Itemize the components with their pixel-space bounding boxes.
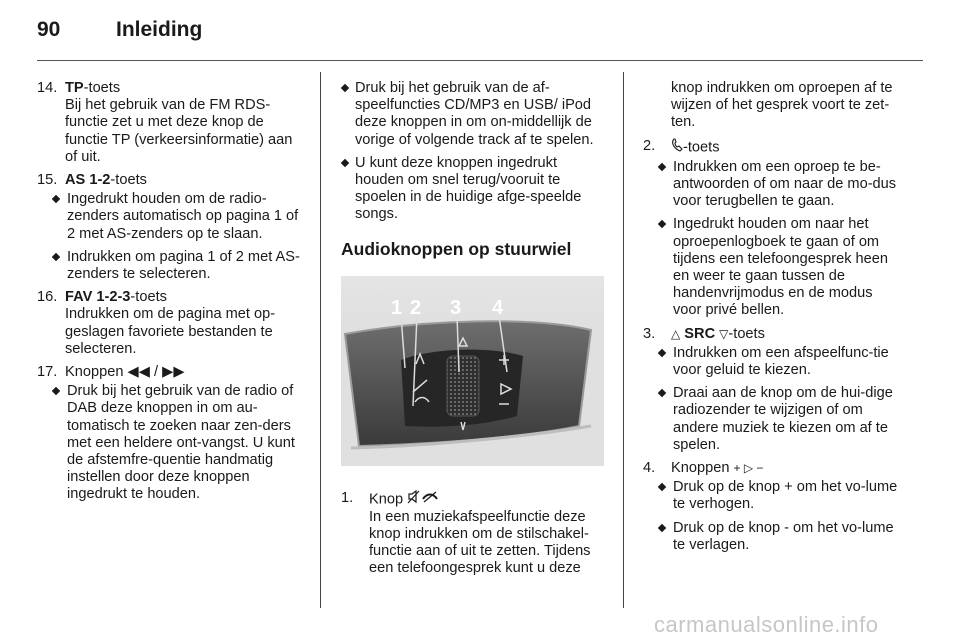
bullet-item: U kunt deze knoppen ingedrukt houden om snel terug/vooruit te spoelen in de huidige afge-speelde songs. <box>341 155 606 224</box>
volume-buttons-icon: + ▷ − <box>733 461 764 476</box>
item-number: 14. <box>37 80 58 96</box>
bullet-item: Druk bij het gebruik van de radio of DAB deze knoppen in om au-tomatisch te zoeken naar zen-ders met een heldere ont-vangst. U kunt de afstemfre-quentie handmatig instellen door deze knoppen ingedrukt te houden. <box>37 383 305 503</box>
down-arrow-icon: ▽ <box>719 326 729 341</box>
item-suffix: -toets <box>110 172 147 189</box>
list-item <box>37 364 305 504</box>
list-item <box>37 172 305 283</box>
bullet-item: Druk op de knop + om het vo-lume te verhogen. <box>643 479 905 513</box>
list-item <box>37 80 305 166</box>
item-number: 3. <box>643 325 656 342</box>
watermark: carmanualsonline.info <box>654 612 879 637</box>
bullet-item: Druk bij het gebruik van de af-speelfuncties CD/MP3 en USB/ iPod deze knoppen in om on-middellijk de vorige of volgende track af te spelen. <box>341 80 606 149</box>
mute-hangup-icon <box>407 490 439 509</box>
bullet-item: Draai aan de knop om de hui-dige radiozender te wijzigen of om andere muziek te kiezen om af te spelen. <box>643 385 905 454</box>
bullet-item: Indrukken om een oproep te be-antwoorden of om naar de mo-dus voor terugbellen te gaan. <box>643 159 905 211</box>
photo-label: 1 <box>391 296 403 319</box>
page-number: 90 <box>37 18 61 41</box>
bullet-item: Ingedrukt houden om de radio-zenders automatisch op pagina 1 of 2 met AS-zenders op te slaan. <box>37 191 305 243</box>
phone-icon <box>671 138 683 157</box>
column-left <box>37 80 305 510</box>
list-item <box>341 490 606 578</box>
item-title: Knop <box>369 491 404 508</box>
photo-label: 4 <box>492 296 504 319</box>
item-title: Knoppen <box>671 460 730 477</box>
item-key: TP <box>65 80 84 96</box>
item-number: 17. <box>37 364 58 381</box>
item-suffix: -toets <box>83 80 121 96</box>
item-body: Indrukken om de pagina met op-geslagen favoriete bestanden te selecteren. <box>65 306 276 357</box>
item-title: -toets <box>683 139 720 156</box>
item-body: In een muziekafspeelfunctie deze knop indrukken om de stilschakel-functie aan of uit te zetten. Tijdens een telefoongesprek kunt u deze <box>369 508 591 577</box>
up-arrow-icon: △ <box>671 326 681 341</box>
item-number: 15. <box>37 172 58 189</box>
item-body: Bij het gebruik van de FM RDS-functie zet u met deze knop de functie TP (verkeersinformatie) aan of uit. <box>65 97 293 165</box>
bullet-item: Druk op de knop - om het vo-lume te verlagen. <box>643 520 905 554</box>
bullet-item: Ingedrukt houden om naar het oproepenlogboek te gaan of om tijdens een telefoongesprek heen en weer te gaan tussen de handenvrijmodus en de modus voor privé bellen. <box>643 216 905 319</box>
bullet-item: Indrukken om een afspeelfunc-tie voor geluid te kiezen. <box>643 345 905 379</box>
column-divider <box>320 72 321 608</box>
item-title: Knoppen ◀◀ / ▶▶ <box>65 364 185 381</box>
item-number: 16. <box>37 289 58 306</box>
continued-text: knop indrukken om oproepen af te wijzen of het gesprek voort te zet-ten. <box>671 80 893 131</box>
list-item <box>643 138 905 320</box>
bullet-item: Indrukken om pagina 1 of 2 met AS-zenders te selecteren. <box>37 249 305 283</box>
item-key: SRC <box>684 325 716 342</box>
column-right <box>643 80 905 560</box>
page-title: Inleiding <box>116 18 203 41</box>
list-item <box>643 460 905 554</box>
item-suffix: -toets <box>728 325 765 342</box>
column-divider <box>623 72 624 608</box>
list-item <box>643 326 905 454</box>
header-rule <box>37 60 923 61</box>
steering-wheel-controls-photo <box>341 276 604 466</box>
photo-label: 2 <box>410 296 422 319</box>
section-heading: Audioknoppen op stuurwiel <box>341 238 572 259</box>
item-number: 2. <box>643 137 656 154</box>
list-item <box>37 289 305 358</box>
photo-label: 3 <box>450 296 462 319</box>
item-key: FAV 1-2-3 <box>65 289 131 306</box>
item-number: 4. <box>643 460 656 477</box>
item-key: AS 1-2 <box>65 172 111 189</box>
page-header <box>0 0 960 62</box>
item-number: 1. <box>341 489 354 506</box>
item-suffix: -toets <box>130 289 167 306</box>
column-middle <box>341 80 606 584</box>
